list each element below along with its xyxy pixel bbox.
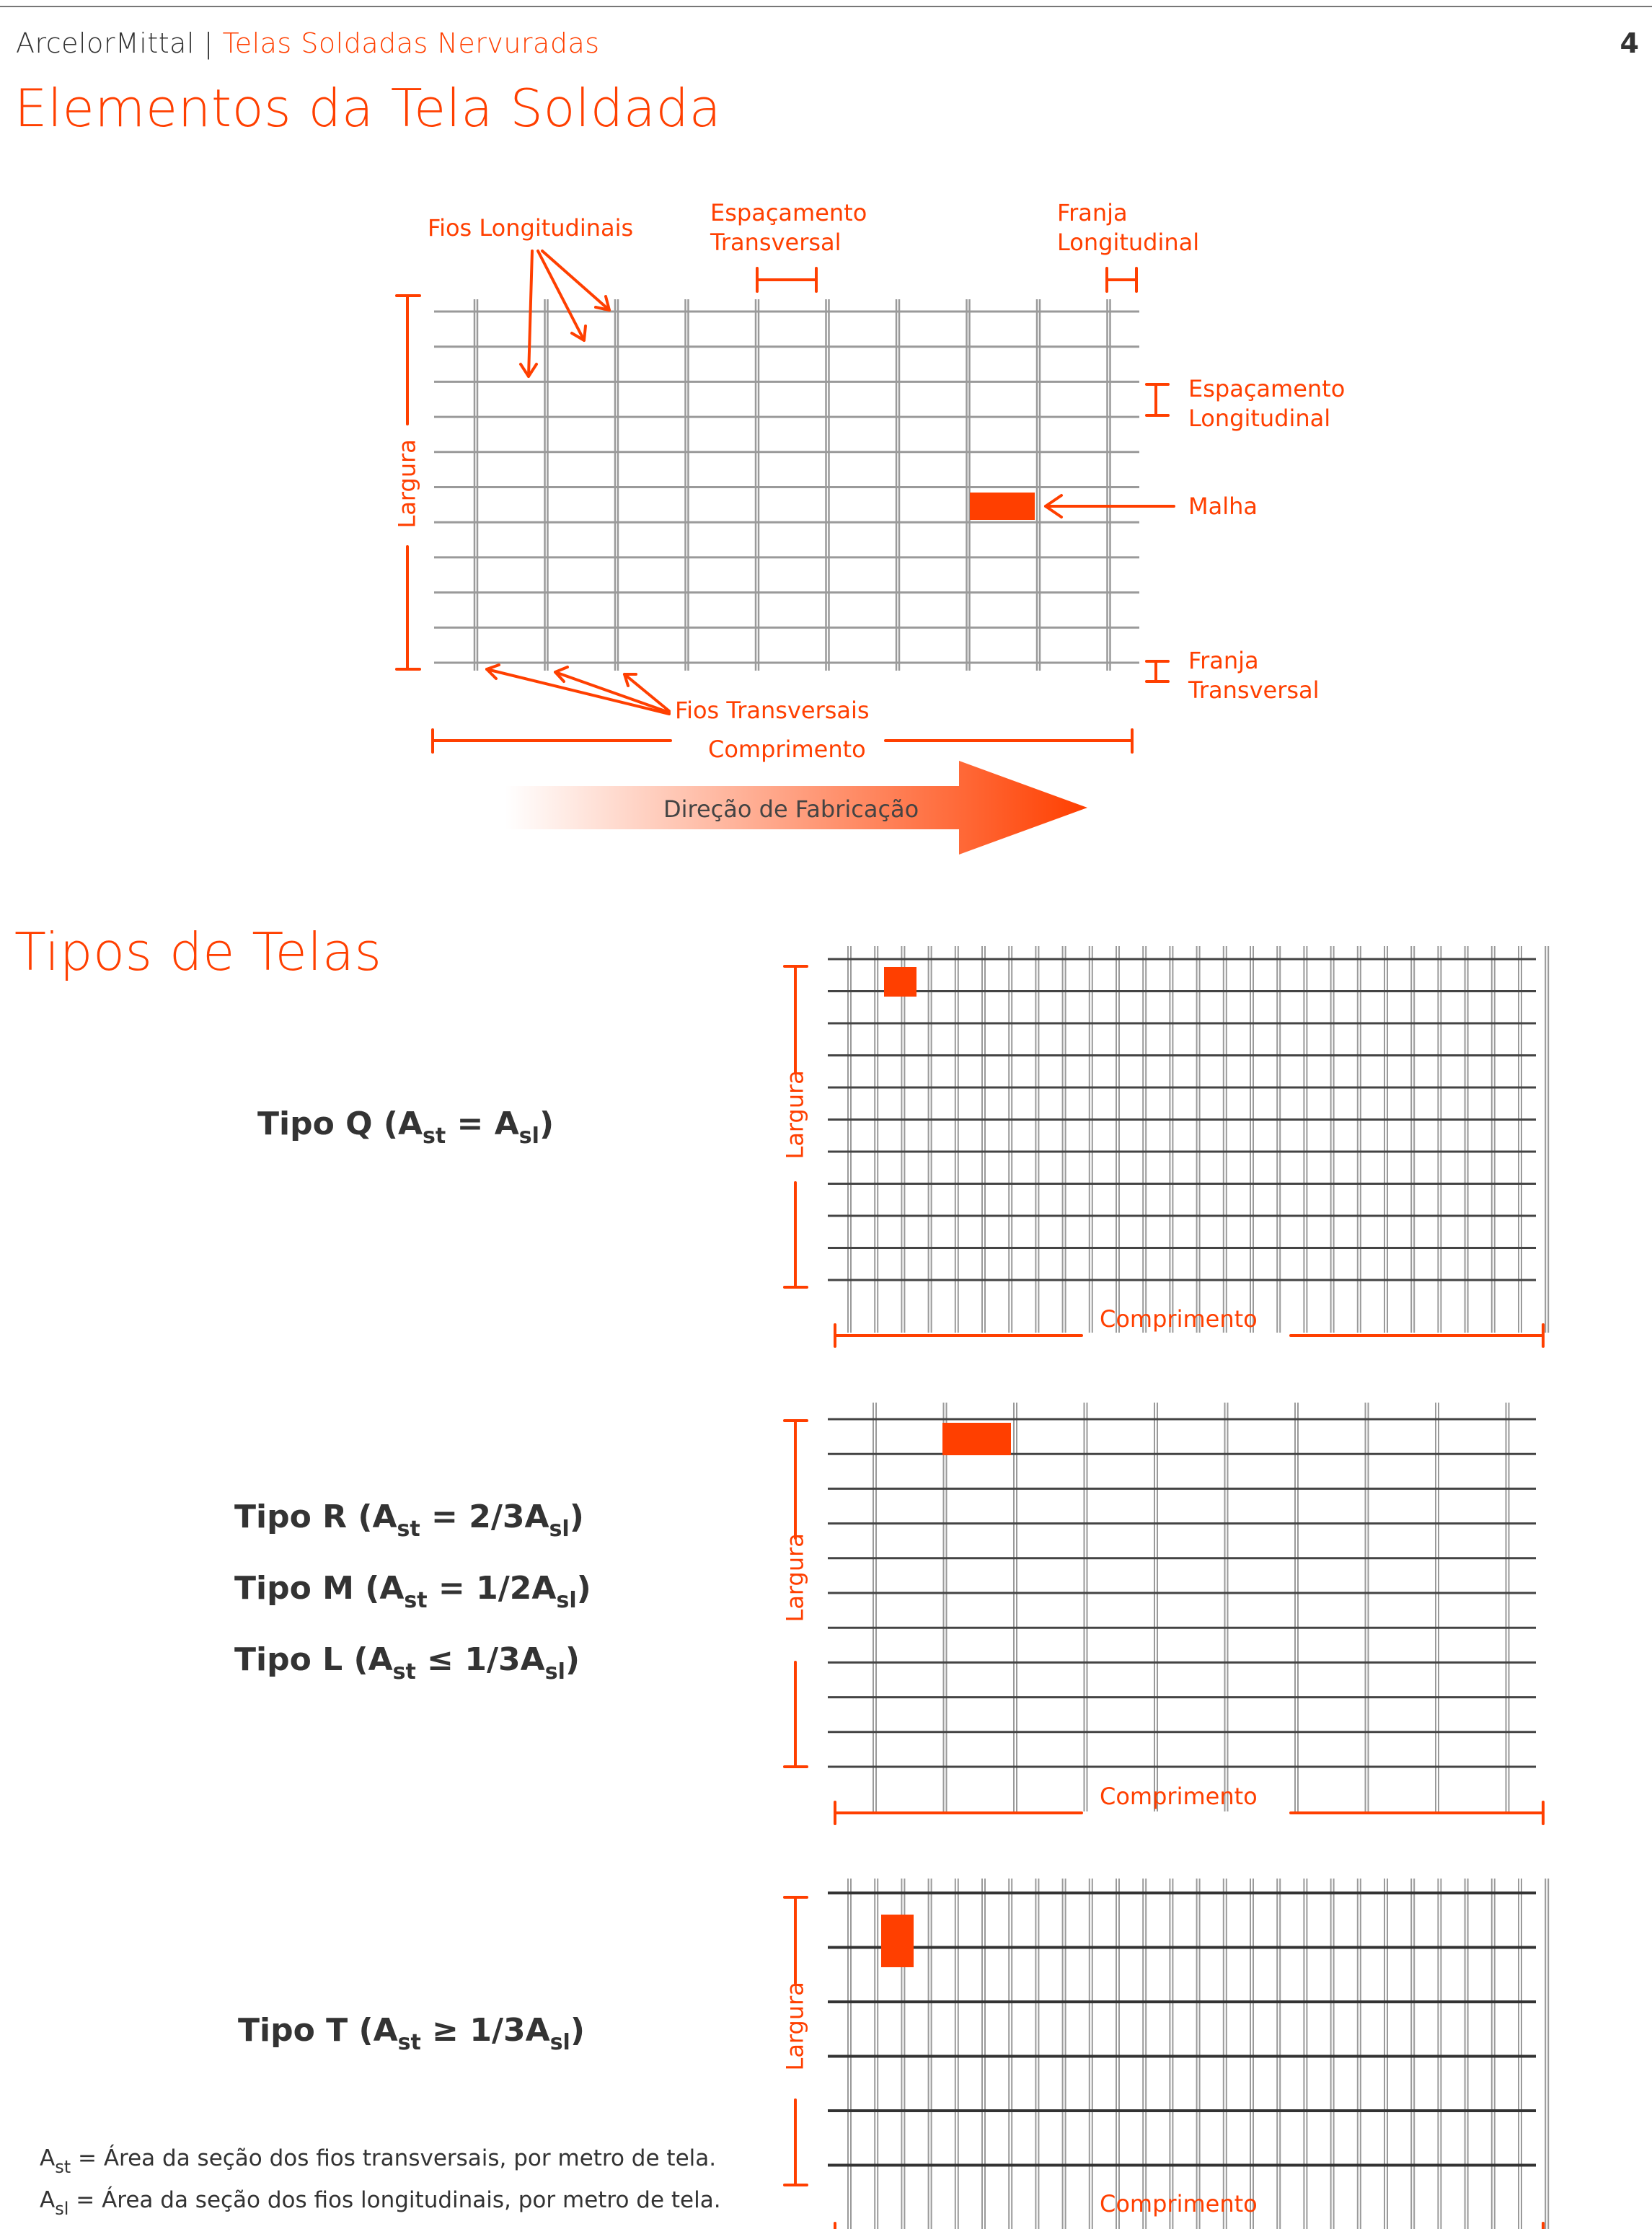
section-title-tipos: Tipos de Telas — [14, 922, 382, 982]
note-ast: $A_{st}$ = Área da seção dos fios transversais, por metro de tela. — [40, 2145, 717, 2177]
label-franja-longitudinal-2: Longitudinal — [1057, 229, 1200, 256]
label-franja-transversal-2: Transversal — [1188, 676, 1320, 704]
label-comprimento-q: Comprimento — [1100, 1305, 1258, 1333]
malha-highlight — [970, 493, 1035, 520]
label-largura-q: Largura — [781, 1070, 809, 1160]
label-espacamento-transversal-1: Espaçamento — [710, 199, 867, 226]
header-separator: | — [194, 27, 223, 59]
section-title-elementos: Elementos da Tela Soldada — [14, 78, 722, 138]
formula-tipo-t: Tipo T $(A_{st} \ge 1/3A_{sl})$ — [238, 2012, 585, 2055]
malha-highlight-t — [881, 1915, 914, 1967]
label-franja-longitudinal-1: Franja — [1057, 199, 1128, 226]
formula-tipo-l: Tipo L $(A_{st} \le 1/3A_{sl})$ — [234, 1641, 580, 1685]
label-comprimento-r: Comprimento — [1100, 1783, 1258, 1810]
label-comprimento-t: Comprimento — [1100, 2190, 1258, 2217]
mesh-type-r — [828, 1403, 1536, 1811]
label-malha: Malha — [1188, 493, 1258, 520]
label-franja-transversal-1: Franja — [1188, 647, 1259, 674]
label-largura-r: Largura — [781, 1533, 809, 1623]
formula-tipo-m: Tipo M $(A_{st} = 1/2A_{sl})$ — [234, 1570, 591, 1613]
formula-tipo-q: Tipo Q $(A_{st} = A_{sl})$ — [257, 1105, 555, 1149]
brand-name: ArcelorMittal — [16, 27, 195, 59]
note-asl: $A_{sl}$ = Área da seção dos fios longitudinais, por metro de tela. — [40, 2187, 721, 2219]
label-largura-t: Largura — [781, 1982, 809, 2071]
reference-mesh — [434, 299, 1139, 671]
mesh-type-t — [828, 1879, 1548, 2229]
label-espacamento-longitudinal-1: Espaçamento — [1188, 375, 1346, 402]
malha-highlight-r — [942, 1423, 1011, 1455]
label-direcao-fabricacao: Direção de Fabricação — [663, 795, 919, 823]
label-comprimento: Comprimento — [708, 736, 866, 763]
malha-highlight-q — [884, 967, 916, 997]
formula-tipo-r: Tipo R $(A_{st} = 2/3A_{sl})$ — [234, 1498, 584, 1542]
label-fios-longitudinais: Fios Longitudinais — [428, 214, 634, 242]
label-espacamento-transversal-2: Transversal — [710, 229, 842, 256]
label-largura: Largura — [393, 439, 421, 529]
label-espacamento-longitudinal-2: Longitudinal — [1188, 405, 1331, 432]
page-number: 4 — [1620, 27, 1639, 59]
document-title: Telas Soldadas Nervuradas — [222, 27, 600, 59]
label-fios-transversais: Fios Transversais — [675, 697, 870, 724]
mesh-type-q — [828, 946, 1548, 1333]
